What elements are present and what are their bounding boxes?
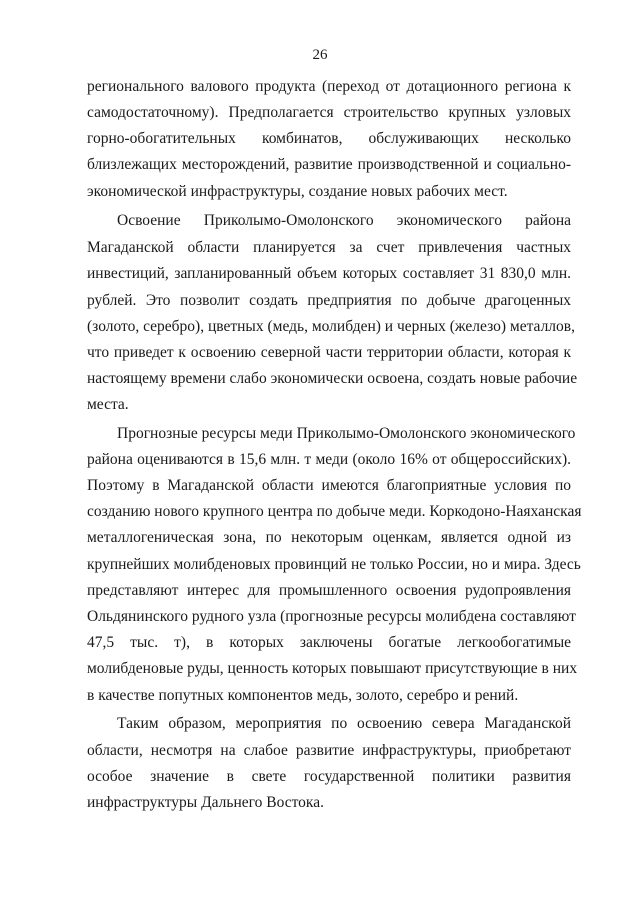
paragraph-2-line-8: места. xyxy=(87,396,129,413)
paragraph-2-line-4: рублей. Это позволит создать предприятия по добыче драгоценных xyxy=(87,292,571,309)
paragraph-3-line-2: района оцениваются в 15,6 млн. т меди (около 16% от общероссийских). xyxy=(87,451,571,468)
paragraph-3-line-3: Поэтому в Магаданской области имеются благоприятные условия по xyxy=(87,477,571,494)
paragraph-3-line-7: представляют интерес для промышленного освоения рудопроявления xyxy=(87,582,571,599)
paragraph-1-line-4: близлежащих месторождений, развитие производственной и социально- xyxy=(87,156,571,173)
page-number: 26 xyxy=(312,47,328,63)
paragraph-3-line-4: созданию нового крупного центра по добыче меди. Коркодоно-Наяханская xyxy=(87,503,582,520)
paragraph-3-line-6: крупнейших молибденовых провинций не только России, но и мира. Здесь xyxy=(87,556,581,573)
paragraph-2-line-6: что приведет к освоению северной части территории области, которая к xyxy=(87,344,571,361)
paragraph-4-line-4: инфраструктуры Дальнего Востока. xyxy=(87,794,324,811)
paragraph-1-line-5: экономической инфраструктуры, создание новых рабочих мест. xyxy=(87,183,508,200)
paragraph-3-line-5: металлогеническая зона, по некоторым оценкам, является одной из xyxy=(87,529,571,546)
paragraph-3-line-11: в качестве попутных компонентов медь, золото, серебро и рений. xyxy=(87,687,519,704)
paragraph-2-line-5: (золото, серебро), цветных (медь, молибден) и черных (железо) металлов, xyxy=(87,318,575,335)
paragraph-3-line-9: 47,5 тыс. т), в которых заключены богатые легкообогатимые xyxy=(87,634,571,651)
paragraph-1-line-3: горно-обогатительных комбинатов, обслуживающих несколько xyxy=(87,130,571,147)
paragraph-2-line-1: Освоение Приколымо-Омолонского экономического района xyxy=(117,212,571,229)
paragraph-1-line-1: регионального валового продукта (переход от дотационного региона к xyxy=(87,78,571,95)
paragraph-3-line-1: Прогнозные ресурсы меди Приколымо-Омолонского экономического xyxy=(117,425,576,442)
paragraph-2-line-2: Магаданской области планируется за счет привлечения частных xyxy=(87,239,571,256)
paragraph-2-line-3: инвестиций, запланированный объем которых составляет 31 830,0 млн. xyxy=(87,265,571,282)
paragraph-3-line-10: молибденовые руды, ценность которых повышают присутствующие в них xyxy=(87,660,578,677)
paragraph-1-line-2: самодостаточному). Предполагается строительство крупных узловых xyxy=(87,104,571,121)
paragraph-3-line-8: Ольдянинского рудного узла (прогнозные ресурсы молибдена составляют xyxy=(87,608,576,625)
paragraph-4-line-2: области, несмотря на слабое развитие инфраструктуры, приобретают xyxy=(87,742,571,759)
paragraph-2-line-7: настоящему времени слабо экономически освоена, создать новые рабочие xyxy=(87,370,578,387)
paragraph-4-line-1: Таким образом, мероприятия по освоению севера Магаданской xyxy=(117,715,571,732)
paragraph-4-line-3: особое значение в свете государственной политики развития xyxy=(87,768,571,785)
